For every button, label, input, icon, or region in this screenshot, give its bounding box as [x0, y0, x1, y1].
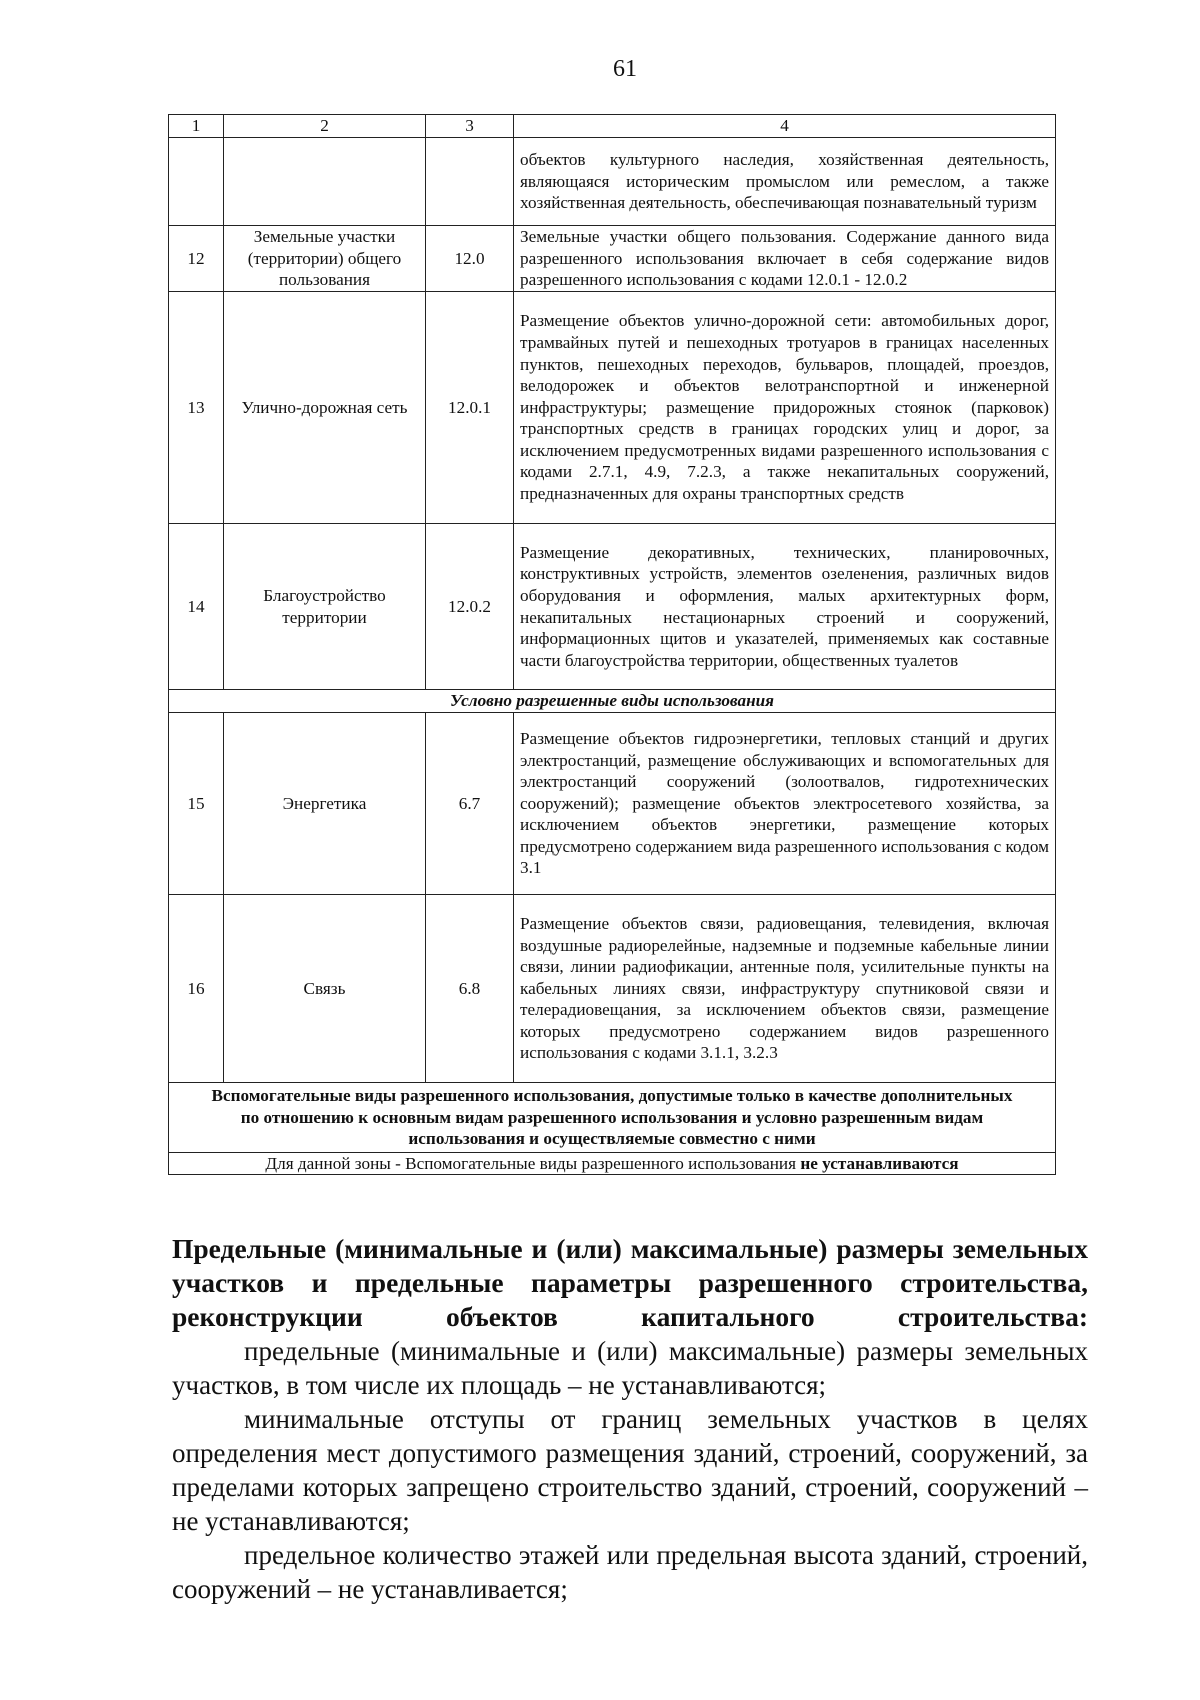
row-number: [169, 138, 224, 226]
auxiliary-note-status: не устанавливаются: [800, 1153, 959, 1173]
auxiliary-note-prefix: Для данной зоны - Вспомогательные виды разрешенного использования: [265, 1153, 801, 1173]
land-use-table: [168, 114, 1056, 1175]
table-row: [169, 292, 1056, 524]
row-description: Размещение объектов улично-дорожной сети: автомобильных дорог, трамвайных путей и пешеходных тротуаров в границах населенных пунктов, пешеходных переходов, бульваров, площадей, проездов, велодорожек и объектов велотранспортной и инженерной инфраструктуры; размещение придорожных стоянок (парковок) транспортных средств в границах городских улиц и дорог, за исключением предусмотренных видами разрешенного использования с кодами 2.7.1, 4.9, 7.2.3, а также некапитальных сооружений, предназначенных для охраны транспортных средств: [514, 292, 1056, 524]
section-row-auxiliary: [169, 1083, 1056, 1153]
table-row: [169, 226, 1056, 292]
auxiliary-note-row: [169, 1152, 1056, 1175]
row-code: 6.8: [426, 895, 514, 1083]
header-col-4: 4: [514, 115, 1056, 138]
row-name: Улично-дорожная сеть: [224, 292, 426, 524]
section-heading: Предельные (минимальные и (или) максимальные) размеры земельных участков и предельные параметры разрешенного строительства, реконструкции объектов капитального строительства:: [172, 1233, 1088, 1332]
row-name: Земельные участки (территории) общего пользования: [224, 226, 426, 292]
table-row: [169, 138, 1056, 226]
row-name: Энергетика: [224, 713, 426, 895]
row-number: 12: [169, 226, 224, 292]
table-row: [169, 713, 1056, 895]
header-col-3: 3: [426, 115, 514, 138]
table-header-row: [169, 115, 1056, 138]
row-name: [224, 138, 426, 226]
header-col-1: 1: [169, 115, 224, 138]
row-code: 12.0: [426, 226, 514, 292]
row-code: 12.0.2: [426, 524, 514, 690]
paragraph-floors-height: предельное количество этажей или предельная высота зданий, строений, сооружений – не устанавливается;: [172, 1540, 1088, 1604]
row-number: 13: [169, 292, 224, 524]
auxiliary-note: [169, 1152, 1056, 1175]
page-number: 61: [613, 56, 637, 82]
row-code: 12.0.1: [426, 292, 514, 524]
section-row-conditional: [169, 690, 1056, 713]
section-title-conditional: Условно разрешенные виды использования: [169, 690, 1056, 713]
row-number: 15: [169, 713, 224, 895]
row-description: объектов культурного наследия, хозяйственная деятельность, являющаяся историческим промыслом или ремеслом, а также хозяйственная деятельность, обеспечивающая познавательный туризм: [514, 138, 1056, 226]
row-number: 16: [169, 895, 224, 1083]
row-number: 14: [169, 524, 224, 690]
section-title-auxiliary: Вспомогательные виды разрешенного использования, допустимые только в качестве дополнительных по отношению к основным видам разрешенного использования и условно разрешенным видам использования и осуществляемые совместно с ними: [169, 1083, 1056, 1153]
paragraph-plot-size: предельные (минимальные и (или) максимальные) размеры земельных участков, в том числе их площадь – не устанавливаются;: [172, 1336, 1088, 1400]
row-name: Благоустройство территории: [224, 524, 426, 690]
paragraph-setbacks: минимальные отступы от границ земельных участков в целях определения мест допустимого размещения зданий, строений, сооружений, за пределами которых запрещено строительство зданий, строений, сооружений – не устанавливаются;: [172, 1404, 1088, 1536]
row-description: Размещение декоративных, технических, планировочных, конструктивных устройств, элементов озеленения, различных видов оборудования и оформления, малых архитектурных форм, некапитальных нестационарных строений и сооружений, информационных щитов и указателей, применяемых как составные части благоустройства территории, общественных туалетов: [514, 524, 1056, 690]
row-description: Размещение объектов связи, радиовещания, телевидения, включая воздушные радиорелейные, надземные и подземные кабельные линии связи, линии радиофикации, антенные поля, усилительные пункты на кабельных линиях связи, инфраструктуру спутниковой связи и телерадиовещания, за исключением объектов связи, размещение которых предусмотрено содержанием видов разрешенного использования с кодами 3.1.1, 3.2.3: [514, 895, 1056, 1083]
table-row: [169, 524, 1056, 690]
row-code: [426, 138, 514, 226]
table-row: [169, 895, 1056, 1083]
row-description: Земельные участки общего пользования. Содержание данного вида разрешенного использования включает в себя содержание видов разрешенного использования с кодами 12.0.1 - 12.0.2: [514, 226, 1056, 292]
row-name: Связь: [224, 895, 426, 1083]
row-description: Размещение объектов гидроэнергетики, тепловых станций и других электростанций, размещение обслуживающих и вспомогательных для электростанций сооружений (золоотвалов, гидротехнических сооружений); размещение объектов электросетевого хозяйства, за исключением объектов энергетики, размещение которых предусмотрено содержанием вида разрешенного использования с кодом 3.1: [514, 713, 1056, 895]
row-code: 6.7: [426, 713, 514, 895]
header-col-2: 2: [224, 115, 426, 138]
